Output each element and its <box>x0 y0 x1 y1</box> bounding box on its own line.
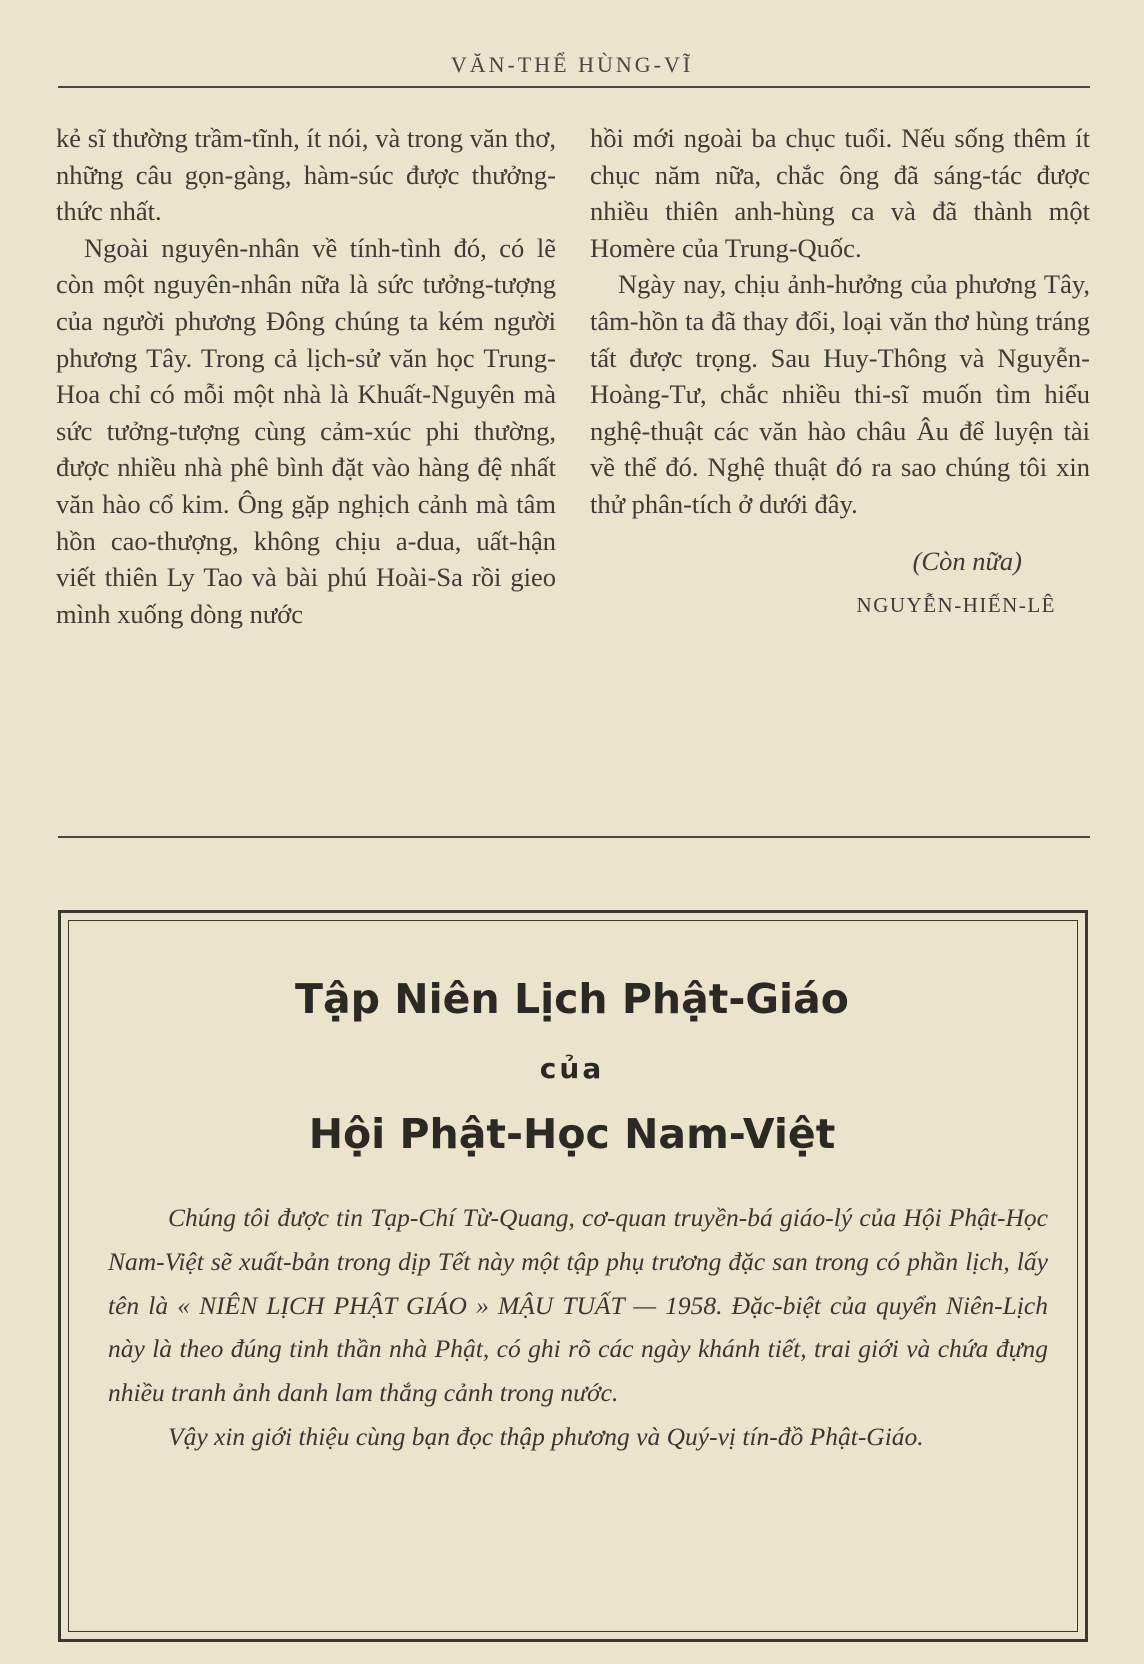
running-header: VĂN-THỂ HÙNG-VĨ <box>450 52 694 77</box>
announcement-title-connector: của <box>539 1052 605 1085</box>
author-byline: NGUYỄN-HIẾN-LÊ <box>856 593 1056 618</box>
section-divider <box>58 836 1090 838</box>
announcement-paragraph: Vậy xin giới thiệu cùng bạn đọc thập phương và Quý-vị tín-đồ Phật-Giáo. <box>168 1421 924 1451</box>
header-rule <box>58 86 1090 88</box>
article-paragraph: kẻ sĩ thường trầm-tĩnh, ít nói, và trong văn thơ, những câu gọn-gàng, hàm-súc được thưởng-thức nhất. <box>56 123 556 227</box>
announcement-body <box>108 1196 1048 1459</box>
announcement-title: Tập Niên Lịch Phật-Giáo <box>295 975 849 1023</box>
continued-note: (Còn nữa) <box>912 545 1022 576</box>
article-paragraph: Ngày nay, chịu ảnh-hưởng của phương Tây, tâm-hồn ta đã thay đổi, loại văn thơ hùng tráng tất được trọng. Sau Huy-Thông và Nguyễn-Hoàng-Tư, chắc nhiều thi-sĩ muốn tìm hiểu nghệ-thuật các văn hào châu Âu để luyện tài về thể đó. Nghệ thuật đó ra sao chúng tôi xin thử phân-tích ở dưới đây. <box>590 269 1090 519</box>
announcement-paragraph: Chúng tôi được tin Tạp-Chí Từ-Quang, cơ-quan truyền-bá giáo-lý của Hội Phật-Học Nam-Việt sẽ xuất-bản trong dịp Tết này một tập phụ trương đặc san trong có phần lịch, lấy tên là « NIÊN LỊCH PHẬT GIÁO » MẬU TUẤT — 1958. Đặc-biệt của quyển Niên-Lịch này là theo đúng tinh thần nhà Phật, có ghi rõ các ngày khánh tiết, trai giới và chứa đựng nhiều tranh ảnh danh lam thắng cảnh trong nước. <box>108 1203 1048 1408</box>
article-right-column <box>590 120 1090 624</box>
article-paragraph: hồi mới ngoài ba chục tuổi. Nếu sống thêm ít chục năm nữa, chắc ông đã sáng-tác được nhiều thiên anh-hùng ca và đã thành một Homère của Trung-Quốc. <box>590 123 1090 263</box>
article-left-column <box>56 120 556 632</box>
announcement-organization: Hội Phật-Học Nam-Việt <box>308 1110 836 1158</box>
article-paragraph: Ngoài nguyên-nhân về tính-tình đó, có lẽ còn một nguyên-nhân nữa là sức tưởng-tượng của người phương Đông chúng ta kém người phương Tây. Trong cả lịch-sử văn học Trung-Hoa chỉ có mỗi một nhà là Khuất-Nguyên mà sức tưởng-tượng cùng cảm-xúc phi thường, được nhiều nhà phê bình đặt vào hàng đệ nhất văn hào cổ kim. Ông gặp nghịch cảnh mà tâm hồn cao-thượng, không chịu a-dua, uất-hận viết thiên Ly Tao và bài phú Hoài-Sa rồi gieo mình xuống dòng nước <box>56 232 556 629</box>
